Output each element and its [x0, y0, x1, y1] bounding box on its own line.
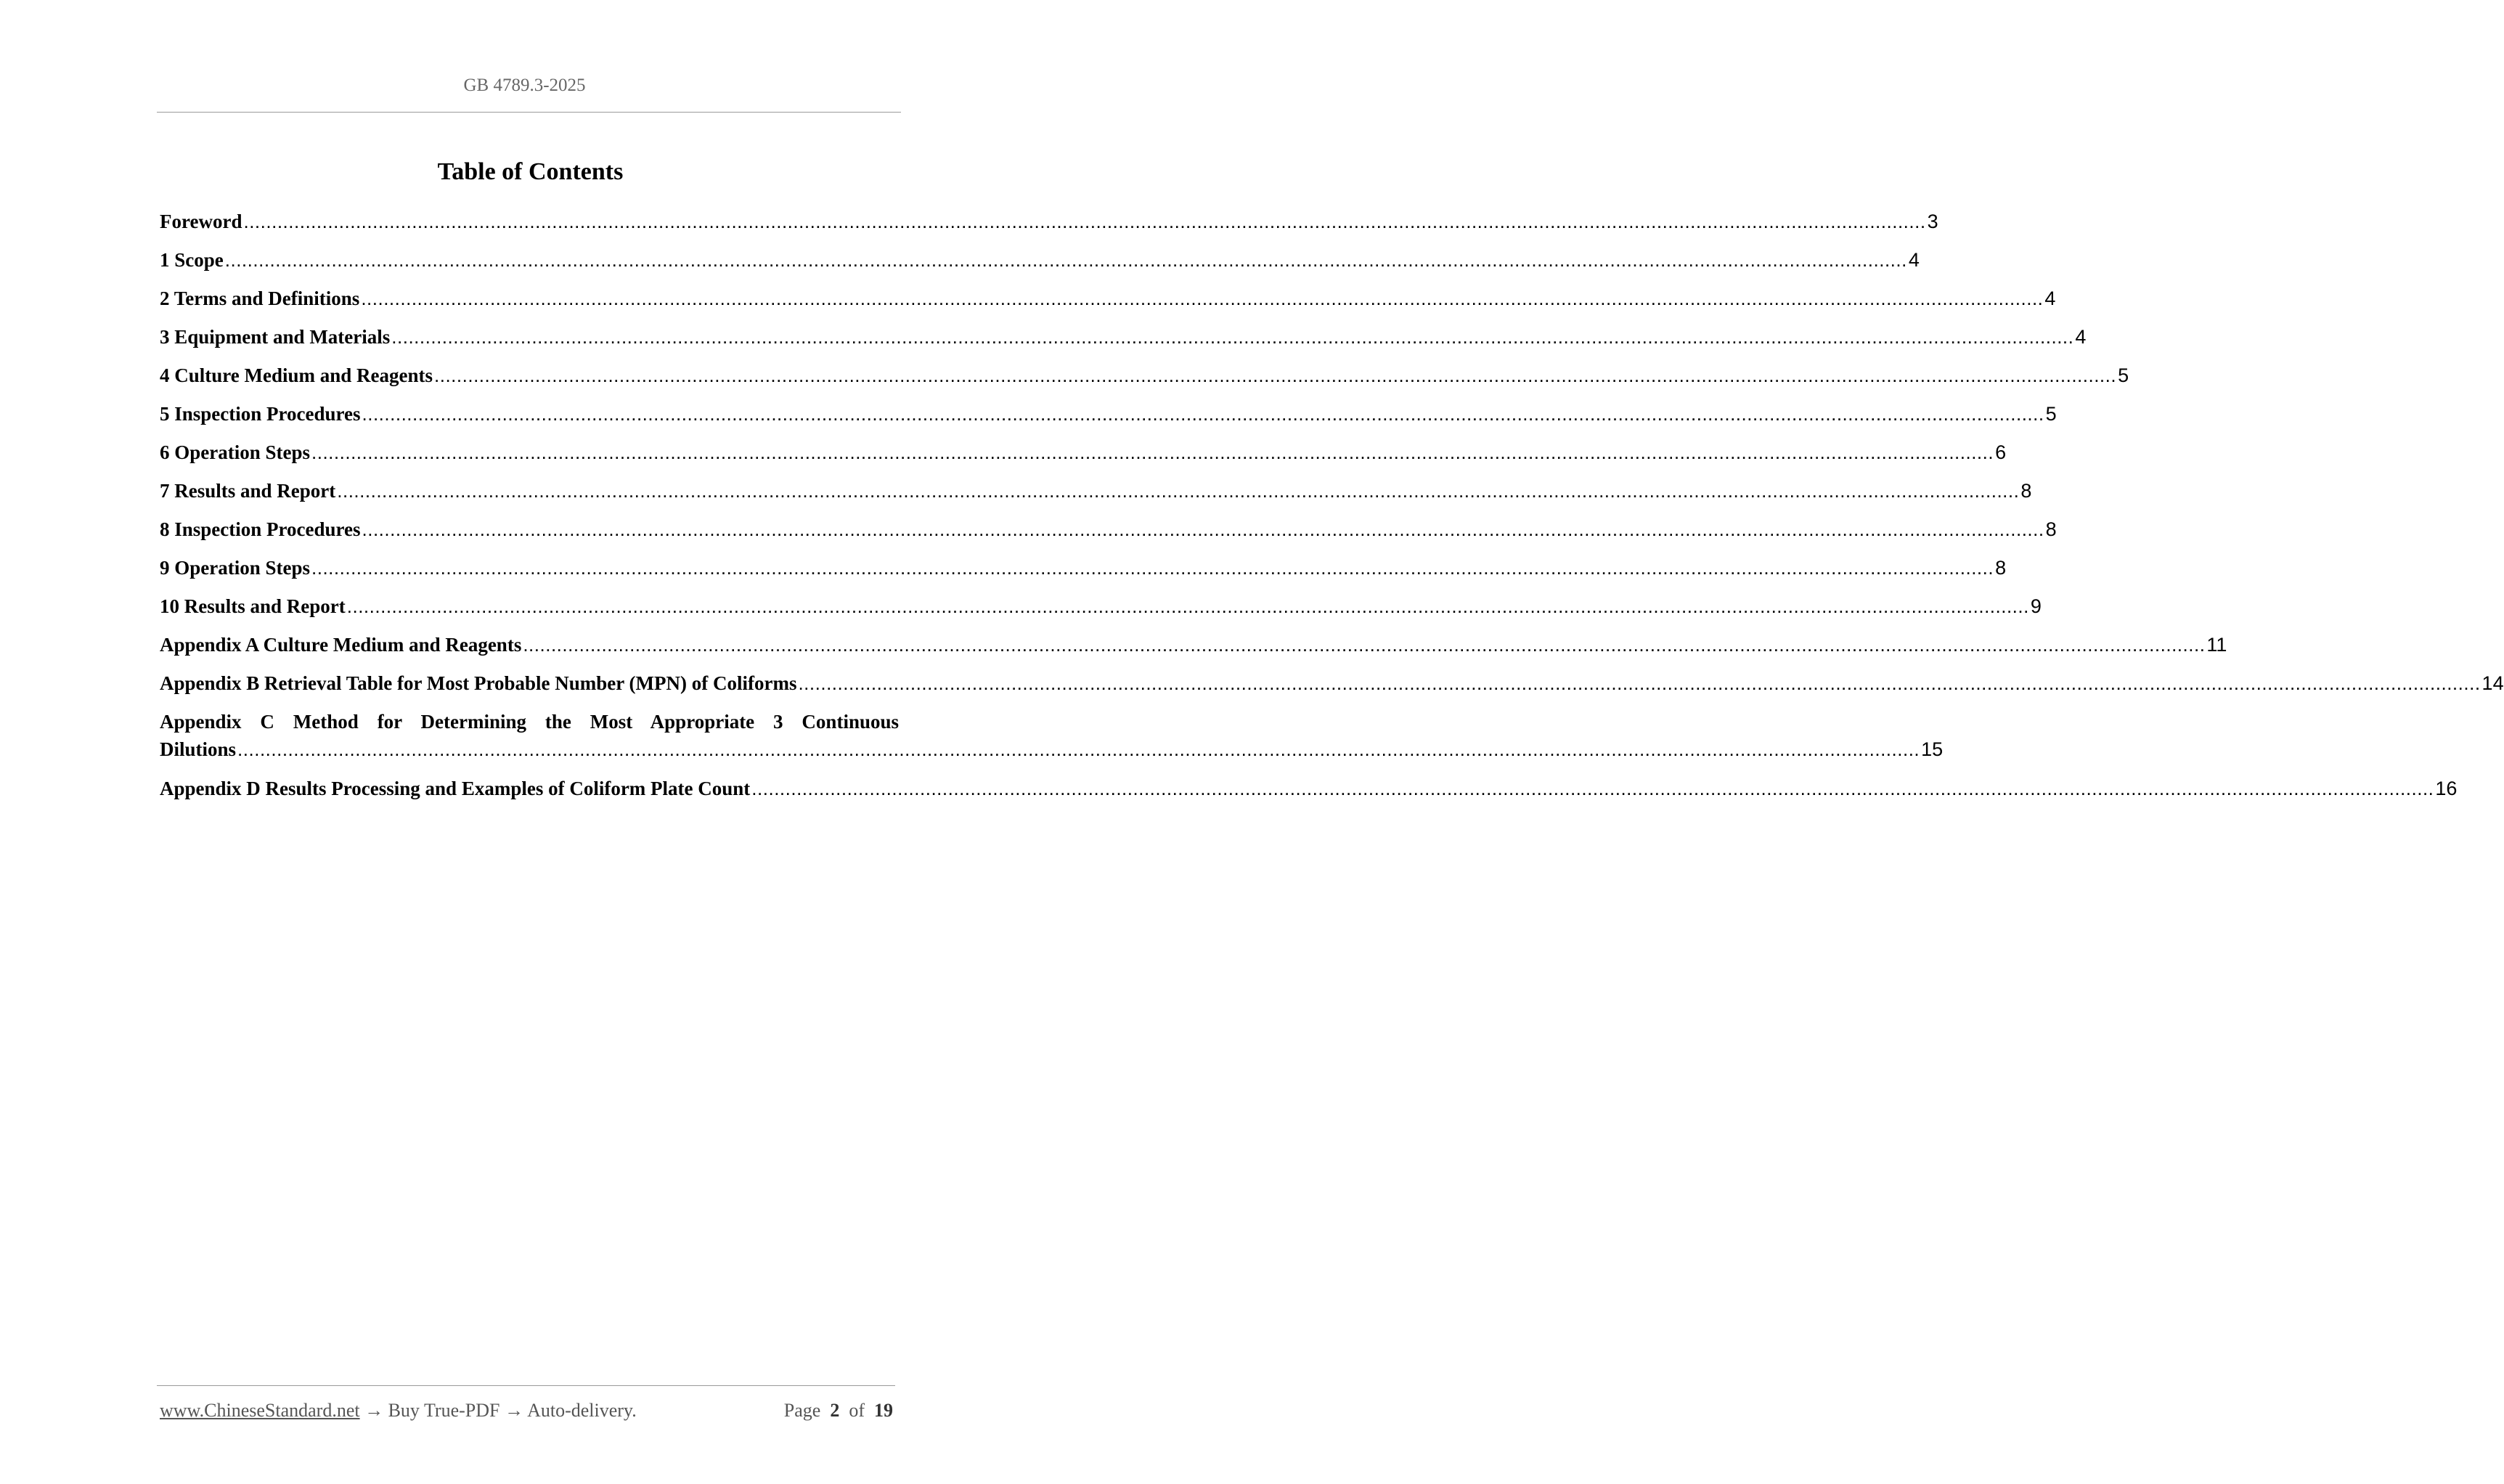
- toc-entry-label: 10 Results and Report: [160, 595, 346, 617]
- toc-entry-label: Appendix B Retrieval Table for Most Probable Number (MPN) of Coliforms: [160, 672, 797, 694]
- toc-leader-dots: ............................................................................................................................................................................................................................................................................................................: [391, 326, 2074, 348]
- toc-entry-label-line2: Dilutions: [160, 738, 237, 760]
- toc-entry-scope[interactable]: [160, 249, 1920, 288]
- document-code-header: GB 4789.3-2025: [463, 76, 586, 95]
- toc-entry-equipment-materials[interactable]: [160, 326, 2087, 364]
- toc-entry-label: 2 Terms and Definitions: [160, 288, 360, 309]
- toc-entry-label: 6 Operation Steps: [160, 441, 311, 463]
- toc-entry-foreword[interactable]: [160, 211, 1938, 249]
- toc-entry-page: 15: [1921, 738, 1944, 760]
- toc-entry-results-report[interactable]: [160, 480, 2032, 518]
- toc-leader-dots: ............................................................................................................................................................................................................................................................................................................: [311, 441, 1994, 463]
- toc-entry-label: Appendix A Culture Medium and Reagents: [160, 634, 522, 656]
- toc-entry-label: 7 Results and Report: [160, 480, 336, 502]
- toc-entry-page: 8: [2020, 480, 2032, 502]
- toc-entry-label: 8 Inspection Procedures: [160, 518, 361, 540]
- toc-leader-dots: ............................................................................................................................................................................................................................................................................................................: [346, 595, 2029, 617]
- toc-leader-dots: ............................................................................................................................................................................................................................................................................................................: [362, 518, 2044, 540]
- toc-entry-page: 14: [2481, 672, 2504, 694]
- toc-leader-dots: ............................................................................................................................................................................................................................................................................................................: [523, 634, 2206, 656]
- page-word: Page: [783, 1400, 821, 1421]
- toc-leader-dots: ............................................................................................................................................................................................................................................................................................................: [224, 249, 1907, 271]
- toc-leader-dots: ............................................................................................................................................................................................................................................................................................................: [237, 738, 1920, 760]
- toc-leader-dots: ............................................................................................................................................................................................................................................................................................................: [434, 364, 2117, 386]
- toc-entry-line2: [160, 738, 1944, 761]
- toc-entry-page: 5: [2045, 403, 2057, 425]
- toc-entry-page: 4: [2044, 288, 2056, 309]
- toc-entry-page: 8: [1995, 557, 2007, 579]
- toc-entry-label: 3 Equipment and Materials: [160, 326, 391, 348]
- toc-entry-label-line1: Appendix C Method for Determining the Most Appropriate 3 Continuous: [160, 711, 899, 733]
- toc-entry-culture-medium[interactable]: [160, 364, 2129, 403]
- footer-divider: [157, 1385, 895, 1386]
- footer-promo: [160, 1400, 637, 1422]
- toc-title: Table of Contents: [437, 158, 624, 185]
- toc-entry-appendix-a[interactable]: [160, 634, 2227, 672]
- toc-entry-page: 16: [2435, 778, 2458, 799]
- page-number: [784, 1400, 893, 1422]
- toc-leader-dots: ............................................................................................................................................................................................................................................................................................................: [362, 403, 2044, 425]
- toc-entry-label: Foreword: [160, 211, 242, 232]
- of-word: of: [849, 1400, 865, 1421]
- buy-text: Buy True-PDF: [388, 1400, 500, 1421]
- arrow-right-icon: →: [505, 1400, 523, 1421]
- toc-entry-operation-steps[interactable]: [160, 441, 2007, 480]
- toc-entry-label: 4 Culture Medium and Reagents: [160, 364, 433, 386]
- toc-entry-label: 5 Inspection Procedures: [160, 403, 361, 425]
- toc-entry-page: 4: [1908, 249, 1920, 271]
- toc-entry-page: 6: [1995, 441, 2007, 463]
- toc-leader-dots: ............................................................................................................................................................................................................................................................................................................: [243, 211, 1926, 232]
- toc-entry-page: 11: [2206, 634, 2227, 656]
- toc-entry-page: 4: [2075, 326, 2087, 348]
- toc-leader-dots: ............................................................................................................................................................................................................................................................................................................: [361, 288, 2044, 309]
- toc-entry-inspection-procedures-2[interactable]: [160, 518, 2057, 557]
- website-link[interactable]: www.ChineseStandard.net: [160, 1400, 360, 1421]
- current-page: 2: [830, 1400, 840, 1421]
- toc-entry-label: Appendix D Results Processing and Examples of Coliform Plate Count: [160, 778, 751, 799]
- toc-entry-label: 9 Operation Steps: [160, 557, 311, 579]
- toc-entry-terms-definitions[interactable]: [160, 288, 2056, 326]
- toc-entry-page: 8: [2045, 518, 2057, 540]
- toc-entry-appendix-b[interactable]: [160, 672, 2504, 711]
- table-of-contents: [160, 211, 2504, 816]
- toc-entry-label: 1 Scope: [160, 249, 224, 271]
- toc-entry-inspection-procedures[interactable]: [160, 403, 2057, 441]
- toc-leader-dots: ............................................................................................................................................................................................................................................................................................................: [337, 480, 2020, 502]
- toc-entry-appendix-c[interactable]: [160, 711, 1944, 778]
- toc-entry-results-report-2[interactable]: [160, 595, 2042, 634]
- toc-leader-dots: ............................................................................................................................................................................................................................................................................................................: [311, 557, 1994, 579]
- arrow-right-icon: →: [364, 1400, 384, 1421]
- toc-entry-operation-steps-2[interactable]: [160, 557, 2007, 595]
- header-divider: [157, 112, 901, 113]
- toc-entry-page: 3: [1927, 211, 1938, 232]
- total-pages: 19: [874, 1400, 893, 1421]
- toc-leader-dots: ............................................................................................................................................................................................................................................................................................................: [751, 778, 2434, 799]
- toc-entry-appendix-d[interactable]: [160, 778, 2458, 816]
- toc-entry-page: 9: [2030, 595, 2042, 617]
- toc-leader-dots: ............................................................................................................................................................................................................................................................................................................: [798, 672, 2481, 694]
- toc-entry-page: 5: [2118, 364, 2129, 386]
- delivery-text: Auto-delivery.: [527, 1400, 637, 1421]
